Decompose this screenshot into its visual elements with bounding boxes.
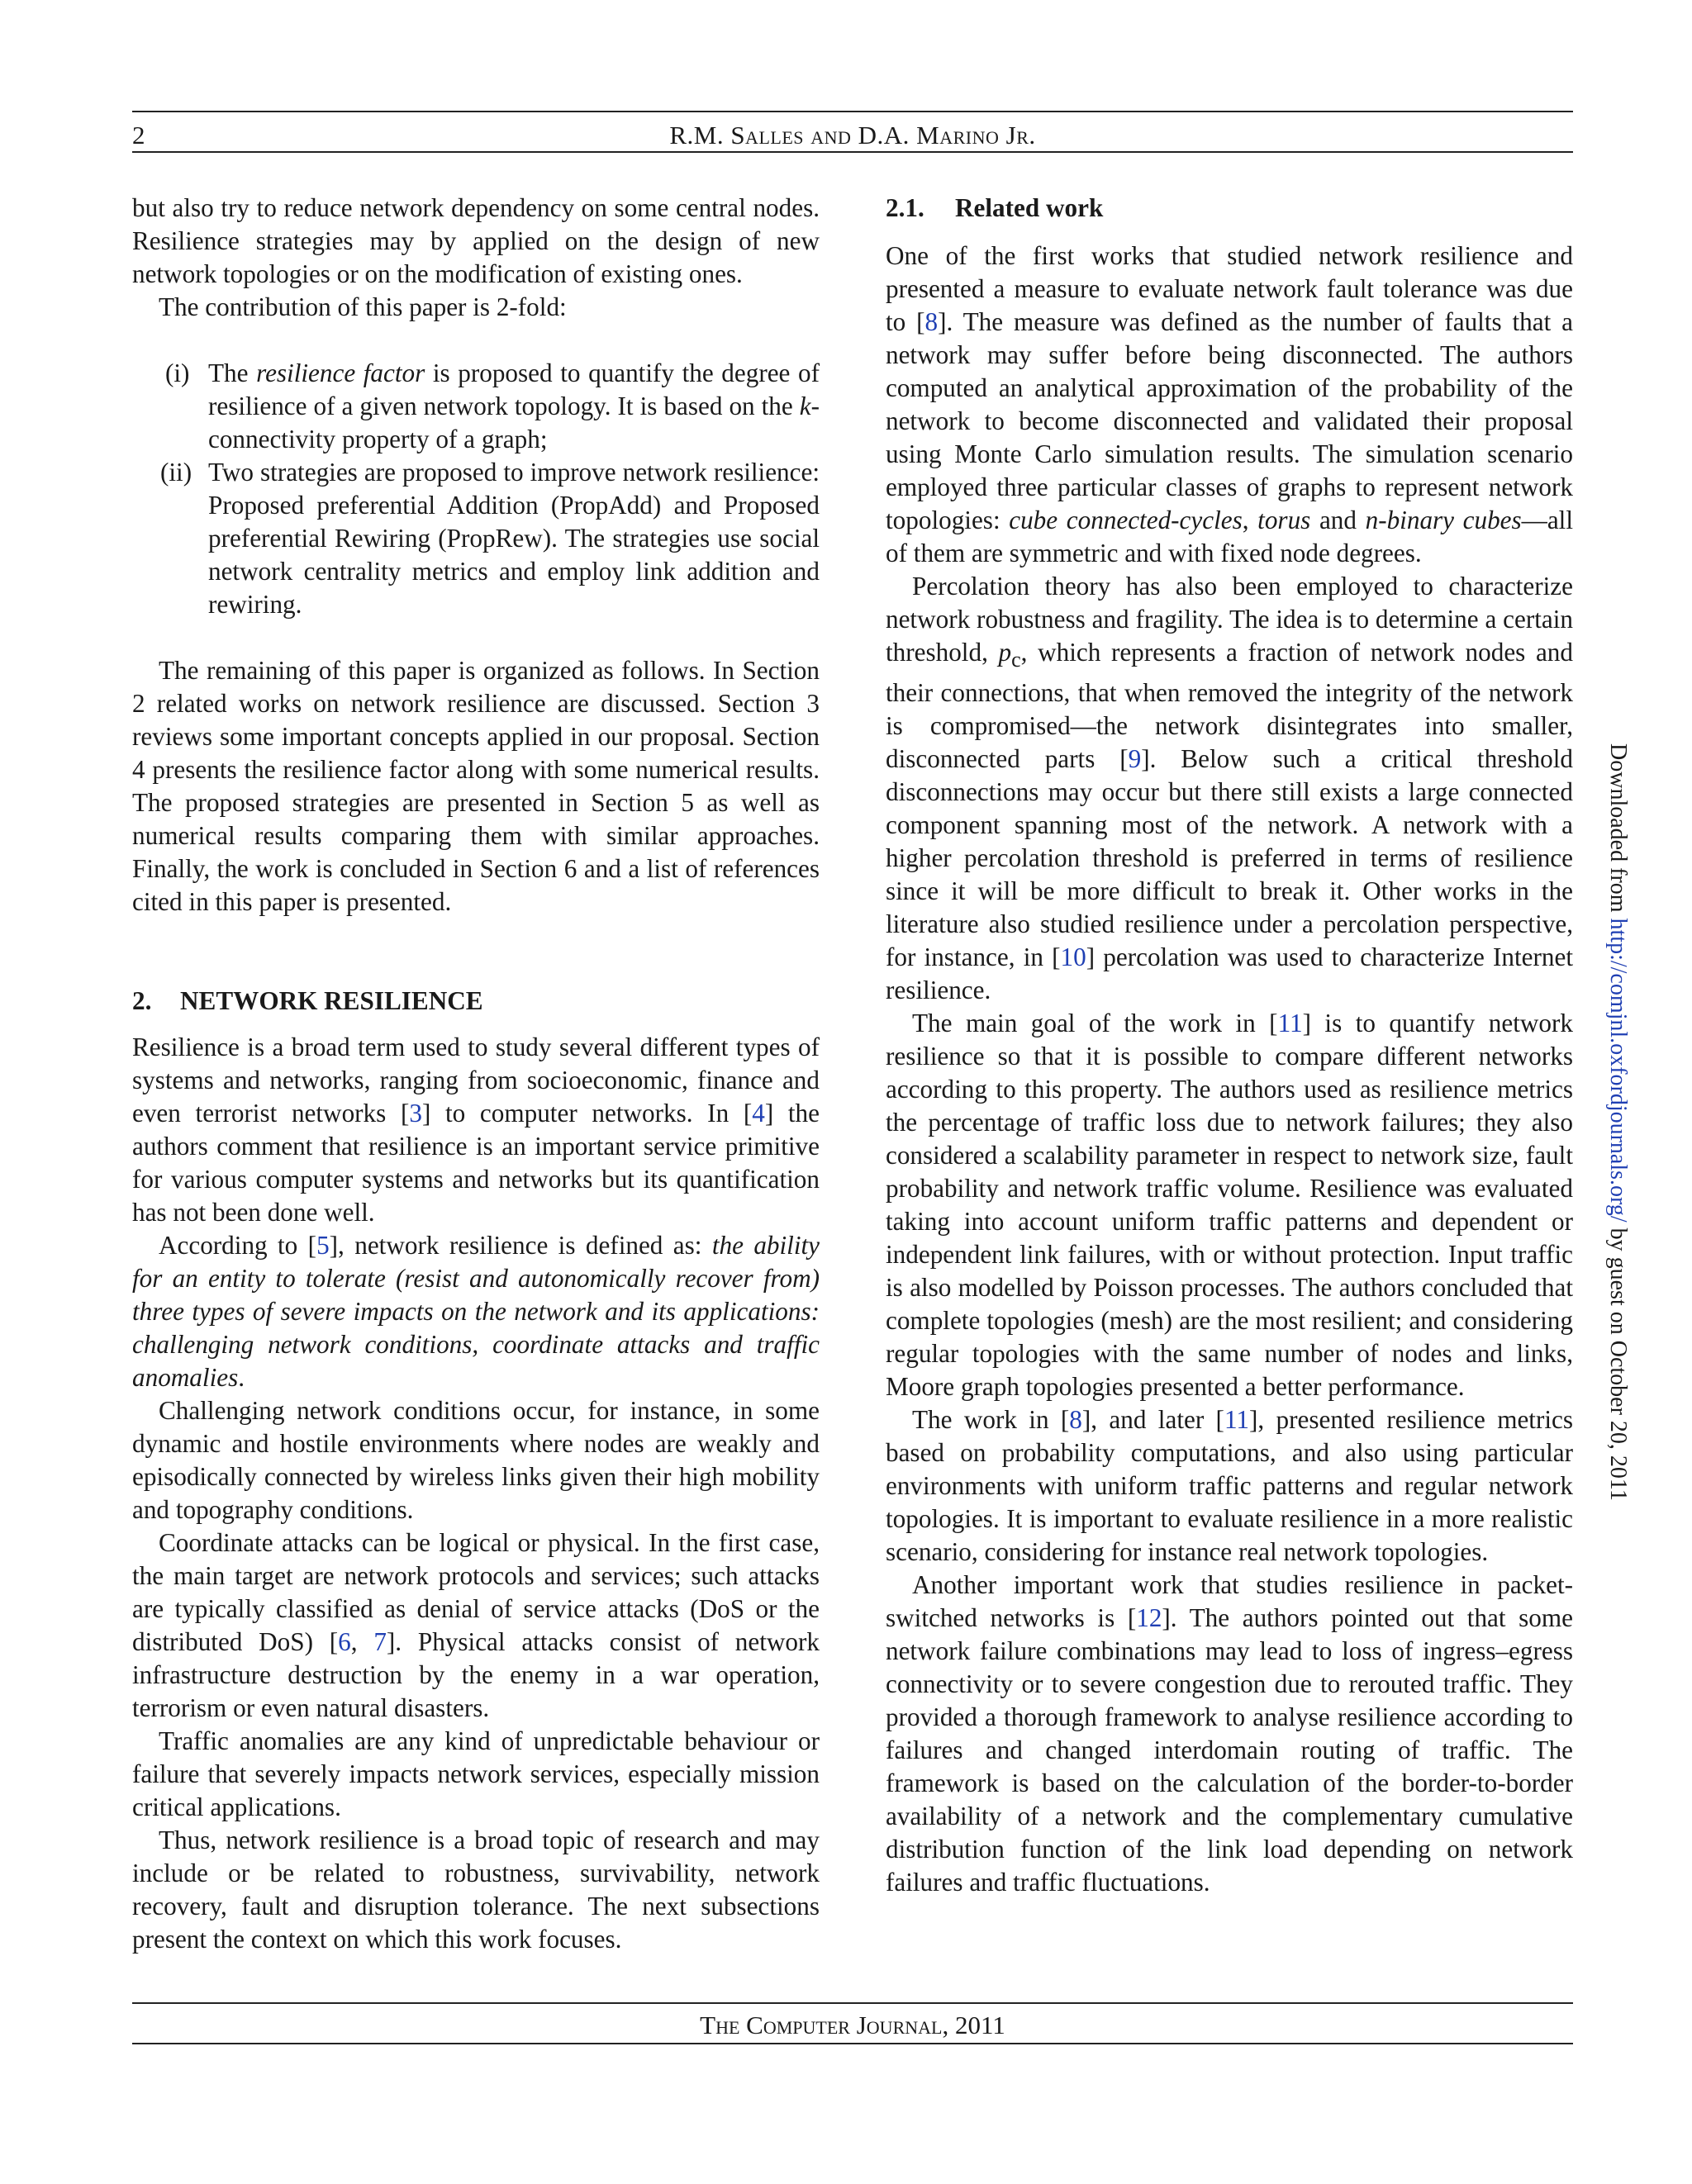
- citation-link[interactable]: 11: [1277, 1009, 1303, 1038]
- paragraph: but also try to reduce network dependency on some central nodes. Resilience strategies may by applied on the design of new network topologies or on the modification of existing ones.: [132, 193, 820, 288]
- paragraph: The main goal of the work in [11] is to quantify network resilience so that it is possible to compare different networks according to this property. The authors used as resilience metrics the percentage of traffic loss due to network failures; they also considered a scalability parameter in respect to network size, fault probability and network traffic volume. Resilience was evaluated taking into account uniform traffic patterns and dependent or independent link failures, with or without protection. Input traffic is also modelled by Poisson processes. The authors concluded that complete topologies (mesh) are the most resilient; and considering regular topologies with the same number of nodes and links, Moore graph topologies presented a better performance.: [886, 1009, 1573, 1402]
- contribution-item-1: (i) The resilience factor is proposed to quantify the degree of resilience of a given network topology. It is based on the k-connectivity property of a graph;: [165, 358, 820, 453]
- download-url-link[interactable]: http://comjnl.oxfordjournals.org/: [1605, 918, 1631, 1223]
- threshold-symbol: p: [998, 638, 1012, 667]
- paragraph: The work in [8], and later [11], presented resilience metrics based on probability computations, and also using particular environments with uniform traffic patterns and regular network topologies. It is important to evaluate resilience in a more realistic scenario, considering for instance real network topologies.: [886, 1405, 1573, 1567]
- definition-text: the ability for an entity to tolerate (resist and autonomically recover from) three types of severe impacts on the network and its applications: challenging network conditions, coordinate attacks and traffic anomalies: [132, 1231, 820, 1392]
- footer-top-rule: [132, 2002, 1573, 2004]
- citation-link[interactable]: 8: [924, 307, 939, 336]
- footer-bottom-rule: [132, 2043, 1573, 2044]
- citation-link[interactable]: 7: [373, 1627, 387, 1656]
- download-note: Downloaded from http://comjnl.oxfordjournals.org/ by guest on October 20, 2011: [1605, 743, 1631, 1501]
- paragraph: Challenging network conditions occur, for instance, in some dynamic and hostile environments where nodes are weakly and episodically connected by wireless links given their high mobility and topography conditions.: [132, 1396, 820, 1524]
- paragraph: The remaining of this paper is organized as follows. In Section 2 related works on network resilience are discussed. Section 3 reviews some important concepts applied in our proposal. Section 4 presents the resilience factor along with some numerical results. The proposed strategies are presented in Section 5 as well as numerical results comparing them with similar approaches. Finally, the work is concluded in Section 6 and a list of references cited in this paper is presented.: [132, 656, 820, 916]
- left-column: [132, 192, 820, 1956]
- paragraph: Traffic anomalies are any kind of unpredictable behaviour or failure that severely impacts network services, especially mission critical applications.: [132, 1726, 820, 1821]
- paragraph: Percolation theory has also been employed to characterize network robustness and fragility. The idea is to determine a certain threshold, $p_c$, which represents a fraction of network nodes and their connections, that when removed the integrity of the network is compromised—the network disintegrates into smaller, disconnected parts [9]. Below such a critical threshold disconnections may occur but there still exists a large connected component spanning most of the network. A network with a higher percolation threshold is preferred in terms of resilience since it will be more difficult to break it. Other works in the literature also studied resilience under a percolation perspective, for instance, in [10] percolation was used to characterize Internet resilience.: [886, 572, 1573, 1005]
- paragraph: Coordinate attacks can be logical or physical. In the first case, the main target are network protocols and services; such attacks are typically classified as denial of service attacks (DoS or the distributed DoS) [6, 7]. Physical attacks consist of network infrastructure destruction by the enemy in a war operation, terrorism or even natural disasters.: [132, 1528, 820, 1722]
- journal-footer: The Computer Journal, 2011: [700, 2011, 1005, 2039]
- citation-link[interactable]: 11: [1224, 1405, 1249, 1435]
- citation-link[interactable]: 3: [409, 1099, 422, 1128]
- citation-link[interactable]: 6: [338, 1627, 351, 1656]
- paragraph: The contribution of this paper is 2-fold:: [159, 292, 567, 321]
- list-label: (ii): [160, 458, 192, 487]
- citation-link[interactable]: 9: [1128, 744, 1142, 774]
- page-header: [132, 119, 1573, 152]
- header-top-rule: [132, 111, 1573, 112]
- paragraph: According to [5], network resilience is defined as: the ability for an entity to tolerate (resist and autonomically recover from) three types of severe impacts on the network and its applications: challenging network conditions, coordinate attacks and traffic anomalies.: [132, 1231, 820, 1392]
- list-label: (i): [165, 358, 190, 387]
- citation-link[interactable]: 10: [1060, 942, 1086, 972]
- paragraph: Thus, network resilience is a broad topic of research and may include or be related to robustness, survivability, network recovery, fault and disruption tolerance. The next subsections present the context on which this work focuses.: [132, 1826, 820, 1954]
- citation-link[interactable]: 5: [316, 1231, 330, 1260]
- right-column: [886, 192, 1573, 1899]
- subsection-heading: 2.1. Related work: [886, 193, 1104, 222]
- header-bottom-rule: [132, 151, 1573, 153]
- citation-link[interactable]: 4: [752, 1099, 765, 1128]
- section-heading: 2. NETWORK RESILIENCE: [132, 986, 483, 1015]
- citation-link[interactable]: 8: [1069, 1405, 1082, 1435]
- paragraph: Another important work that studies resilience in packet-switched networks is [12]. The authors pointed out that some network failure combinations may lead to loss of ingress–egress connectivity or to severe congestion due to rerouted traffic. They provided a thorough framework to analyse resilience according to failures and changed interdomain routing of traffic. The framework is based on the calculation of the border-to-border availability of a network and the complementary cumulative distribution function of the link load depending on network failures and traffic fluctuations.: [886, 1570, 1573, 1897]
- term-resilience-factor: resilience factor: [256, 358, 425, 387]
- contribution-item-2: (ii) Two strategies are proposed to improve network resilience: Proposed preferential Addition (PropAdd) and Proposed preferential Rewiring (PropRew). The strategies use social network centrality metrics and employ link addition and rewiring.: [160, 458, 820, 619]
- paragraph: Resilience is a broad term used to study several different types of systems and networks, ranging from socioeconomic, finance and even terrorist networks [3] to computer networks. In [4] the authors comment that resilience is an important service primitive for various computer systems and networks but its quantification has not been done well.: [132, 1033, 820, 1227]
- running-head: R.M. Salles and D.A. Marino Jr.: [669, 121, 1036, 150]
- page-number: 2: [132, 121, 145, 150]
- citation-link[interactable]: 12: [1136, 1603, 1162, 1633]
- paragraph: One of the first works that studied network resilience and presented a measure to evaluate network fault tolerance was due to [8]. The measure was defined as the number of faults that a network may suffer before being disconnected. The authors computed an analytical approximation of the probability of the network to become disconnected and validated their proposal using Monte Carlo simulation results. The simulation scenario employed three particular classes of graphs to represent network topologies: cube connected-cycles, torus and n-binary cubes—all of them are symmetric and with fixed node degrees.: [886, 241, 1574, 567]
